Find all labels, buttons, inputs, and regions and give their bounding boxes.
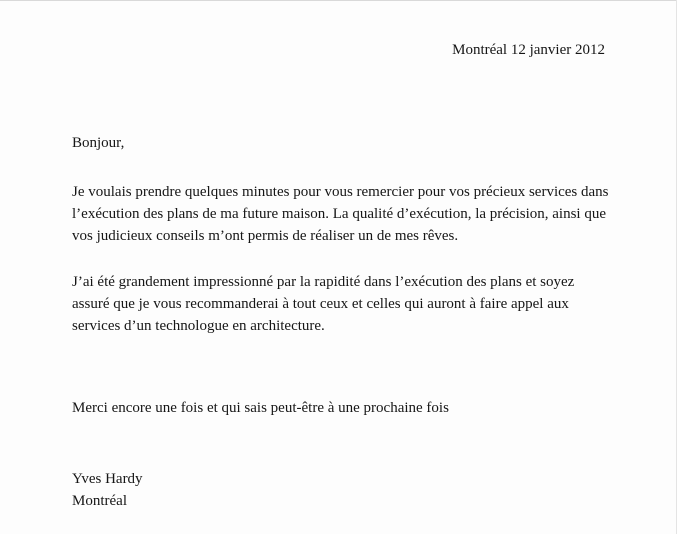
letter-date: Montréal 12 janvier 2012	[452, 42, 605, 58]
scan-edge-top	[0, 0, 677, 1]
paragraph-recommendation-line-1: J’ai été grandement impressionné par la rapidité dans l’exécution des plans et soyez	[72, 274, 575, 290]
letter-closing: Merci encore une fois et qui sais peut-être à une prochaine fois	[72, 400, 449, 416]
paragraph-thanks-line-1: Je voulais prendre quelques minutes pour vous remercier pour vos précieux services dans	[72, 184, 609, 200]
signature-city: Montréal	[72, 493, 127, 509]
letter-greeting: Bonjour,	[72, 135, 125, 151]
paragraph-recommendation-line-3: services d’un technologue en architecture.	[72, 318, 325, 334]
paragraph-thanks-line-3: vos judicieux conseils m’ont permis de réaliser un de mes rêves.	[72, 228, 459, 244]
paragraph-thanks	[72, 181, 632, 247]
paragraph-thanks-line-2: l’exécution des plans de ma future maison. La qualité d’exécution, la précision, ainsi que	[72, 206, 606, 222]
signature-block	[72, 468, 143, 512]
paragraph-recommendation-line-2: assuré que je vous recommanderai à tout ceux et celles qui auront à faire appel aux	[72, 296, 569, 312]
signature-name: Yves Hardy	[72, 471, 143, 487]
paragraph-recommendation	[72, 271, 632, 337]
